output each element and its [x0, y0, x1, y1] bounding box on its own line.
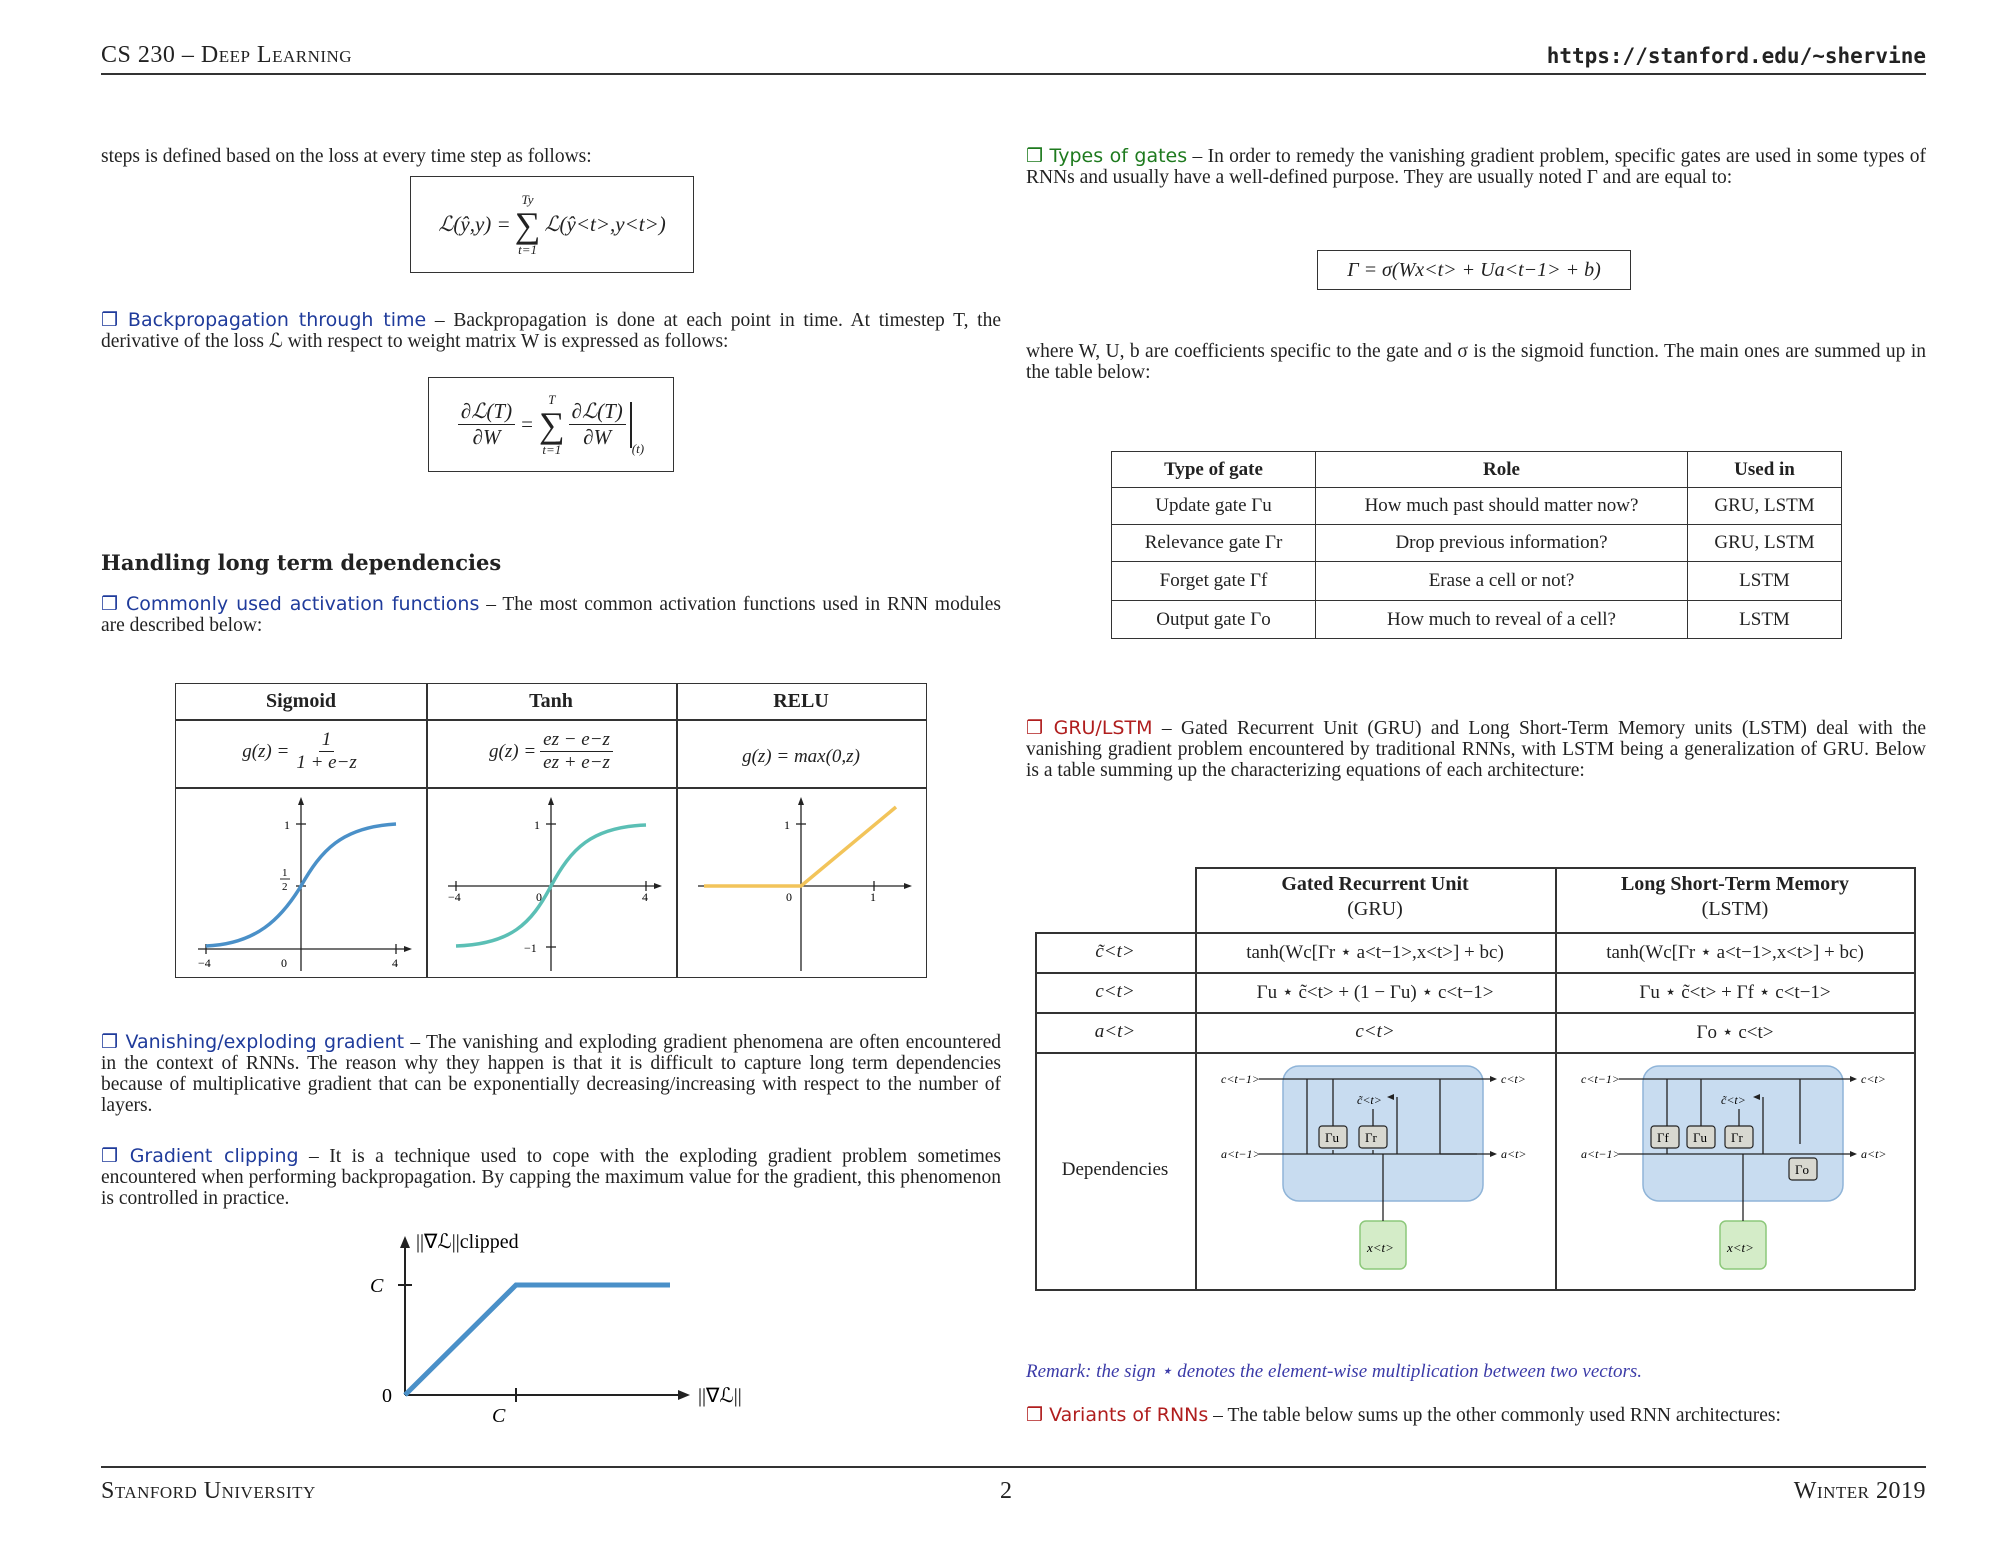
act-header-relu: RELU [773, 690, 829, 712]
arch-row-lstm-c: Γu ⋆ c̃<t> + Γf ⋆ c<t−1> [1639, 982, 1831, 1003]
activations-paragraph [101, 594, 1001, 636]
variants-paragraph [1026, 1405, 1926, 1426]
sigmoid-tick-xmin: −4 [198, 956, 211, 970]
tanh-tick-minus-one: −1 [524, 941, 537, 955]
loss-lhs: ℒ(ŷ,y) = [438, 212, 511, 236]
lstm-a-next-label: a<t> [1861, 1147, 1887, 1161]
variants-title: ❒ Variants of RNNs [1026, 1404, 1209, 1426]
gate-cell-used: GRU, LSTM [1688, 525, 1842, 562]
vanishing-title: ❒ Vanishing/exploding gradient [101, 1031, 405, 1053]
arch-table [1035, 867, 1915, 1290]
table-row [1112, 488, 1842, 525]
gru-c-prev-label: c<t−1> [1221, 1072, 1260, 1086]
arch-row-gru-a: c<t> [1355, 1021, 1395, 1042]
table-row [1112, 525, 1842, 562]
clipping-text: – It is a technique used to cope with the exploding gradient problem sometimes encountered when performing backpropagation. By capping the maximum value for the gradient, this phenomenon is controlled in practice. [101, 1146, 1002, 1209]
footer-page-number: 2 [1000, 1478, 1012, 1504]
gate-cell-used: GRU, LSTM [1688, 488, 1842, 525]
sigmoid-tick-xmax: 4 [392, 956, 398, 970]
sigmoid-tick-one: 1 [284, 818, 290, 832]
sigmoid-plot [176, 789, 426, 977]
variants-text: – The table below sums up the other commonly used RNN architectures: [1213, 1405, 1781, 1426]
gate-th-role: Role [1316, 452, 1688, 488]
gate-cell-role: Drop previous information? [1316, 525, 1688, 562]
clipping-ytick: C [370, 1275, 384, 1297]
clipping-xlabel: ||∇ℒ|| [698, 1385, 742, 1407]
arch-dependencies-label: Dependencies [1061, 1159, 1169, 1180]
lstm-gu-label: Γu [1693, 1130, 1708, 1145]
loss-sum-upper: Ty [521, 191, 534, 207]
lstm-gf-label: Γf [1657, 1130, 1669, 1145]
footer-university: Stanford University [101, 1478, 316, 1504]
lstm-ctilde-label: c̃<t> [1721, 1093, 1746, 1107]
gate-cell-type: Relevance gate Γr [1112, 525, 1316, 562]
lstm-go-label: Γo [1795, 1162, 1810, 1177]
header-course-title: CS 230 – Deep Learning [101, 42, 353, 68]
act-formula-tanh: g(z) = $\frac{ez - e-z}{ez + e-z}$ [426, 729, 676, 774]
gru-a-next-label: a<t> [1501, 1147, 1527, 1161]
bptt-paragraph [101, 310, 1001, 352]
arch-row-label-a: a<t> [1094, 1021, 1136, 1042]
arch-row-label-ctilde: c̃<t> [1095, 941, 1135, 962]
lstm-x-label: x<t> [1727, 1240, 1754, 1255]
gru-diagram [1197, 1054, 1554, 1288]
bptt-eval-sub: (t) [631, 441, 645, 456]
gate-cell-type: Update gate Γu [1112, 488, 1316, 525]
gru-lstm-paragraph [1026, 718, 1926, 781]
gate-formula-box: Γ = σ(Wx<t> + Ua<t−1> + b) [1317, 250, 1631, 290]
tanh-tick-one: 1 [534, 818, 540, 832]
arch-row-gru-c: Γu ⋆ c̃<t> + (1 − Γu) ⋆ c<t−1> [1256, 982, 1494, 1003]
gru-lstm-text: – Gated Recurrent Unit (GRU) and Long Short-Term Memory units (LSTM) deal with the vanishing gradient problem encountered by traditional RNNs, with LSTM being a generalization of GRU. Below is a table summing up the characterizing equations of each architecture: [1026, 718, 1926, 781]
gru-lstm-title: ❒ GRU/LSTM [1026, 717, 1153, 739]
clipping-origin: 0 [382, 1385, 392, 1407]
gates-title: ❒ Types of gates [1026, 145, 1188, 167]
lstm-gr-label: Γr [1731, 1130, 1743, 1145]
gru-x-label: x<t> [1367, 1240, 1394, 1255]
table-row [1112, 601, 1842, 639]
act-formula-sigmoid: g(z) = $\frac{1}{1 + e-z}$ [242, 729, 357, 773]
gate-cell-role: Erase a cell or not? [1316, 562, 1688, 601]
bptt-rhs-fraction: $\frac{\text{∂ℒ(T)}}{\partial W}$ [569, 399, 626, 450]
relu-tick-zero: 0 [786, 890, 792, 904]
clipping-xtick: C [492, 1405, 506, 1427]
arch-th-lstm: Long Short-Term Memory (LSTM) [1620, 873, 1850, 920]
arch-row-gru-ctilde: tanh(Wc[Γr ⋆ a<t−1>,x<t>] + bc) [1246, 942, 1504, 963]
clipping-ylabel: ||∇ℒ||clipped [416, 1231, 519, 1253]
gates-text: – In order to remedy the vanishing gradient problem, specific gates are used in some types of RNNs and usually have a well-defined purpose. They are usually noted Γ and are equal to: [1026, 146, 1927, 188]
relu-tick-one: 1 [784, 818, 790, 832]
section-title-long-term: Handling long term dependencies [101, 550, 502, 575]
bptt-sum-lower: t=1 [542, 441, 562, 457]
relu-plot [676, 789, 926, 977]
arch-row-lstm-ctilde: tanh(Wc[Γr ⋆ a<t−1>,x<t>] + bc) [1606, 942, 1864, 963]
gru-gu-label: Γu [1325, 1130, 1340, 1145]
lstm-diagram [1557, 1054, 1914, 1288]
lstm-c-next-label: c<t> [1861, 1072, 1886, 1086]
gate-cell-type: Forget gate Γf [1112, 562, 1316, 601]
gate-cell-type: Output gate Γo [1112, 601, 1316, 639]
clipping-paragraph [101, 1146, 1001, 1209]
relu-tick-xone: 1 [870, 890, 876, 904]
remark-text: Remark: the sign ⋆ denotes the element-wise multiplication between two vectors. [1026, 1361, 1643, 1382]
vanishing-text: – The vanishing and exploding gradient phenomena are often encountered in the context of RNNs. The reason why they happen is that it is difficult to capture long term dependencies because of multiplicative gradient that can be exponentially decreasing/increasing with respect to the number of layers. [101, 1032, 1002, 1116]
tanh-plot [426, 789, 676, 977]
gate-th-used: Used in [1688, 452, 1842, 488]
vanishing-paragraph [101, 1032, 1001, 1116]
tanh-tick-xmax: 4 [642, 890, 648, 904]
footer-term: Winter 2019 [1793, 1478, 1926, 1504]
footer-rule [101, 1466, 1926, 1468]
activations-title: ❒ Commonly used activation functions [101, 593, 480, 615]
gru-c-next-label: c<t> [1501, 1072, 1526, 1086]
loss-rhs: ℒ(ŷ<t>,y<t>) [544, 212, 666, 236]
act-formula-relu: g(z) = max(0,z) [742, 746, 860, 767]
bptt-title: ❒ Backpropagation through time [101, 309, 427, 331]
sigmoid-tick-zero: 0 [281, 956, 287, 970]
tanh-tick-zero: 0 [536, 890, 542, 904]
activation-table [175, 683, 927, 978]
tanh-tick-xmin: −4 [448, 890, 461, 904]
gate-cell-used: LSTM [1688, 562, 1842, 601]
gru-a-prev-label: a<t−1> [1221, 1147, 1261, 1161]
clipping-title: ❒ Gradient clipping [101, 1145, 299, 1167]
bptt-formula-box: $\frac{\text{∂ℒ(T)}}{\partial W}$ = T ∑ t=1 $\frac{\text{∂ℒ(T)}}{\partial W}$ (t) [428, 377, 674, 472]
gate-th-type: Type of gate [1112, 452, 1316, 488]
header-url[interactable]: https://stanford.edu/~shervine [1546, 44, 1926, 68]
intro-text: steps is defined based on the loss at every time step as follows: [101, 146, 592, 167]
act-header-sigmoid: Sigmoid [265, 690, 337, 712]
arch-row-lstm-a: Γo ⋆ c<t> [1696, 1022, 1774, 1043]
lstm-c-prev-label: c<t−1> [1581, 1072, 1620, 1086]
sigmoid-tick-half-num: 1 [282, 867, 288, 879]
gru-gr-label: Γr [1365, 1130, 1377, 1145]
header-rule [101, 73, 1926, 75]
activations-text: – The most common activation functions used in RNN modules are described below: [101, 594, 1002, 636]
loss-sum-lower: t=1 [518, 241, 537, 257]
loss-formula-box: ℒ(ŷ,y) = Ty ∑ t=1 ℒ(ŷ<t>,y<t>) [410, 176, 694, 273]
act-header-tanh: Tanh [529, 690, 573, 712]
bptt-text: – Backpropagation is done at each point in time. At timestep T, the derivative of the loss ℒ with respect to weight matrix W is expressed as follows: [101, 310, 1002, 352]
bptt-lhs-fraction: $\frac{\text{∂ℒ(T)}}{\partial W}$ [458, 399, 515, 450]
gate-cell-used: LSTM [1688, 601, 1842, 639]
gate-table [1111, 451, 1842, 639]
gate-cell-role: How much past should matter now? [1316, 488, 1688, 525]
gru-ctilde-label: c̃<t> [1357, 1093, 1382, 1107]
clipping-plot [360, 1230, 780, 1430]
table-row [1112, 562, 1842, 601]
gate-table-header [1112, 452, 1842, 488]
gates-after-text: where W, U, b are coefficients specific to the gate and σ is the sigmoid function. The main ones are summed up in the table below: [1026, 341, 1926, 383]
gate-cell-role: How much to reveal of a cell? [1316, 601, 1688, 639]
arch-th-gru: Gated Recurrent Unit (GRU) [1281, 873, 1469, 920]
gates-paragraph [1026, 146, 1926, 188]
arch-row-label-c: c<t> [1095, 981, 1135, 1002]
bptt-sum-upper: T [548, 391, 556, 407]
lstm-a-prev-label: a<t−1> [1581, 1147, 1621, 1161]
sigmoid-tick-half-den: 2 [282, 881, 288, 893]
